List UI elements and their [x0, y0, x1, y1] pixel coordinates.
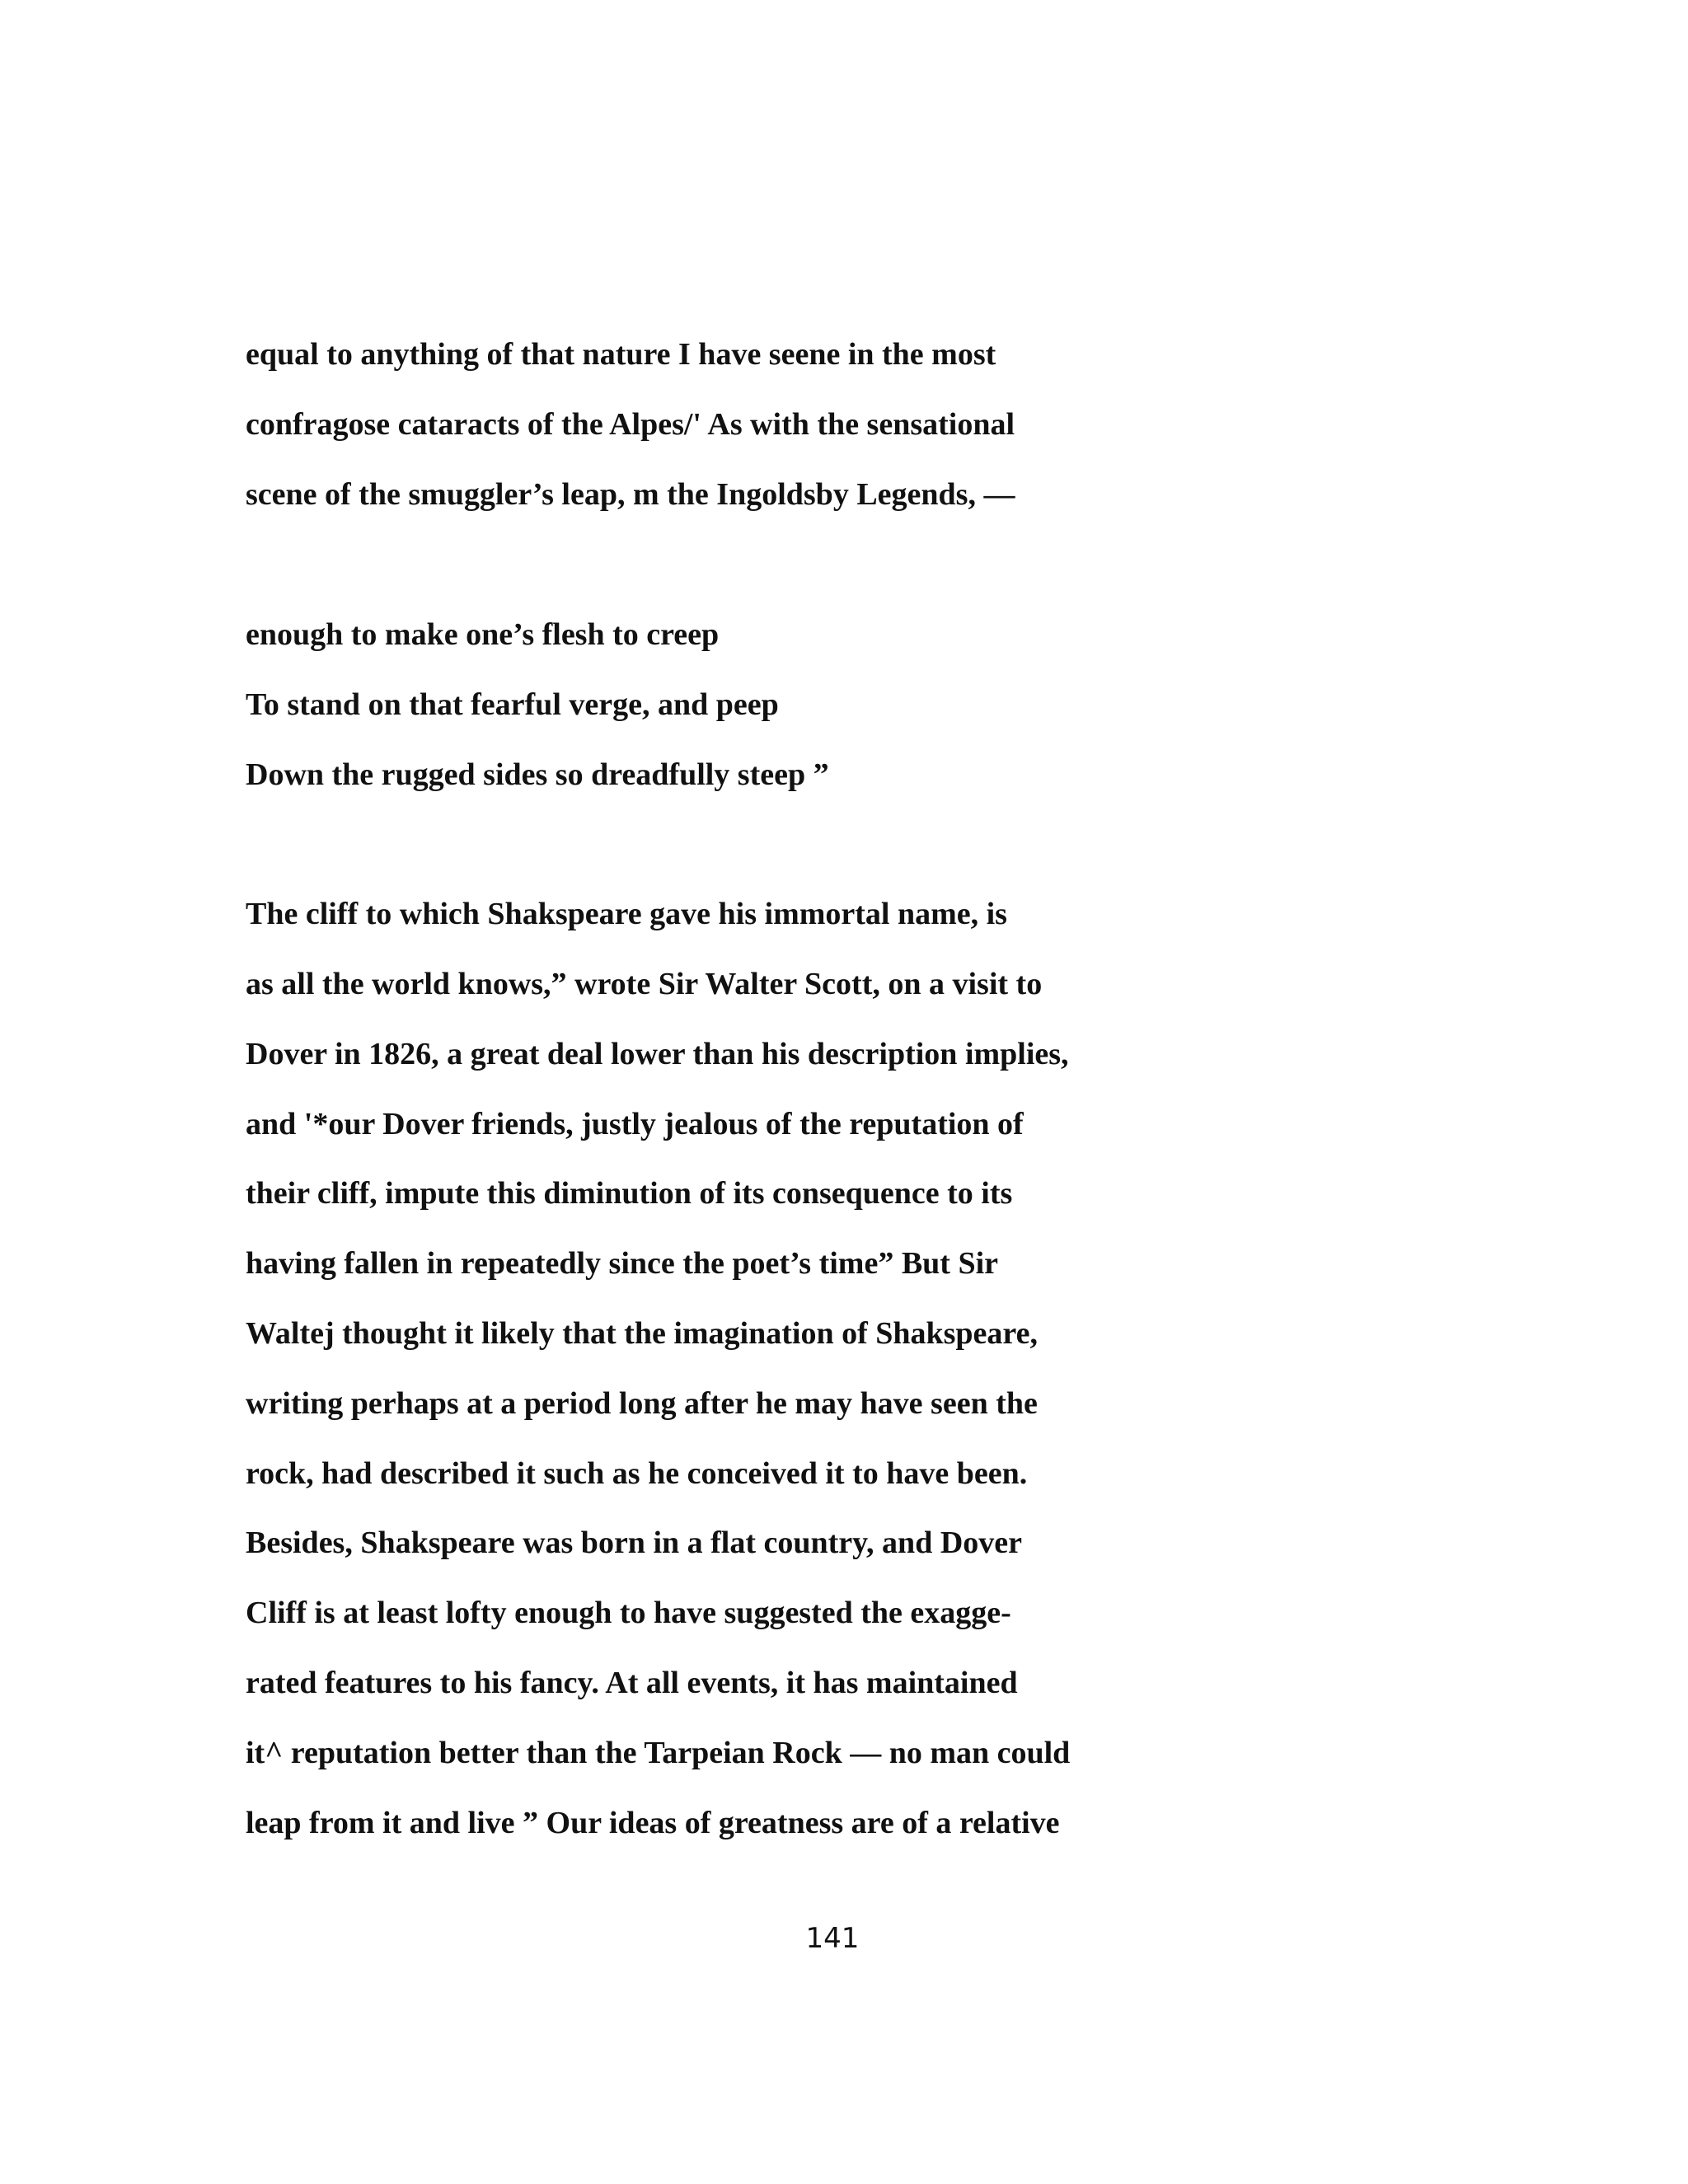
verse-line: To stand on that fearful verge, and peep: [246, 687, 779, 722]
text-line: it^ reputation better than the Tarpeian Rock — no man could: [246, 1736, 1071, 1770]
text-line: their cliff, impute this diminution of its consequence to its: [246, 1176, 1013, 1211]
page-number: 141: [805, 1922, 860, 1955]
verse-line: enough to make one’s flesh to creep: [246, 617, 720, 652]
text-line: Besides, Shakspeare was born in a flat country, and Dover: [246, 1526, 1023, 1560]
text-line: writing perhaps at a period long after he may have seen the: [246, 1386, 1038, 1421]
text-line: rock, had described it such as he conceived it to have been.: [246, 1456, 1028, 1491]
text-line: equal to anything of that nature I have seene in the most: [246, 337, 996, 372]
text-line: as all the world knows,” wrote Sir Walter Scott, on a visit to: [246, 967, 1043, 1001]
text-line: leap from it and live ” Our ideas of greatness are of a relative: [246, 1806, 1060, 1840]
verse-line: Down the rugged sides so dreadfully steep ”: [246, 757, 829, 792]
text-line: scene of the smuggler’s leap, m the Ingoldsby Legends, —: [246, 477, 1015, 512]
text-line: and '*our Dover friends, justly jealous of the reputation of: [246, 1107, 1024, 1141]
text-line: Waltej thought it likely that the imagination of Shakspeare,: [246, 1316, 1038, 1351]
text-line: Dover in 1826, a great deal lower than his description implies,: [246, 1037, 1069, 1071]
text-line: rated features to his fancy. At all events, it has maintained: [246, 1666, 1018, 1700]
text-line: confragose cataracts of the Alpes/' As with the sensational: [246, 407, 1015, 442]
text-line: having fallen in repeatedly since the poet’s time” But Sir: [246, 1246, 999, 1281]
text-line: The cliff to which Shakspeare gave his immortal name, is: [246, 897, 1007, 931]
text-line: Cliff is at least lofty enough to have suggested the exagge-: [246, 1596, 1011, 1630]
